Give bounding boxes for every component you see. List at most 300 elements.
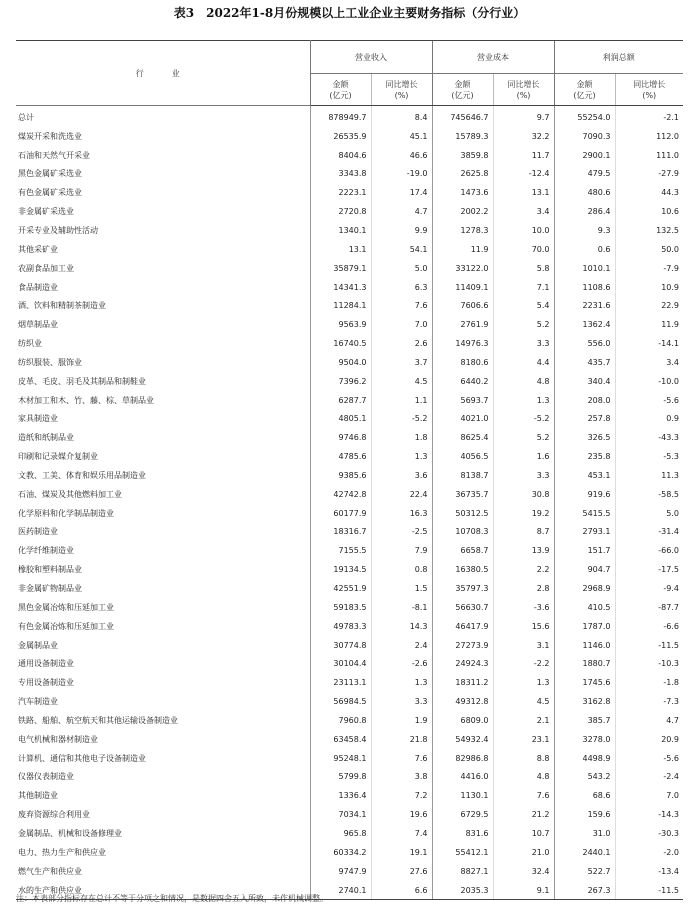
profit-amount-cell: 235.8 bbox=[554, 447, 615, 466]
table-row bbox=[16, 183, 683, 202]
table-row bbox=[16, 654, 683, 673]
profit-growth-cell: -11.5 bbox=[615, 636, 683, 655]
profit-growth-cell: -58.5 bbox=[615, 485, 683, 504]
cost-growth-cell: 30.8 bbox=[493, 485, 554, 504]
cost-amount-cell: 10708.3 bbox=[432, 523, 493, 542]
revenue-growth-cell: 27.6 bbox=[371, 862, 432, 881]
cost-amount-cell: 4056.5 bbox=[432, 447, 493, 466]
revenue-amount-cell: 9746.8 bbox=[310, 428, 371, 447]
table-row bbox=[16, 391, 683, 410]
revenue-amount-cell: 3343.8 bbox=[310, 165, 371, 184]
profit-amount-cell: 479.5 bbox=[554, 165, 615, 184]
industry-name-cell: 通用设备制造业 bbox=[18, 659, 74, 669]
revenue-amount-cell: 5799.8 bbox=[310, 768, 371, 787]
profit-amount-cell: 31.0 bbox=[554, 824, 615, 843]
table-row bbox=[16, 862, 683, 881]
profit-growth-cell: -2.1 bbox=[615, 106, 683, 127]
profit-amount-cell: 453.1 bbox=[554, 466, 615, 485]
cost-amount-cell: 55412.1 bbox=[432, 843, 493, 862]
revenue-amount-cell: 60334.2 bbox=[310, 843, 371, 862]
revenue-growth-cell: -2.6 bbox=[371, 654, 432, 673]
cost-amount-cell: 3859.8 bbox=[432, 146, 493, 165]
cost-amount-cell: 15789.3 bbox=[432, 127, 493, 146]
profit-growth-cell: -2.4 bbox=[615, 768, 683, 787]
revenue-amount-cell: 18316.7 bbox=[310, 523, 371, 542]
profit-growth-cell: 3.4 bbox=[615, 353, 683, 372]
profit-amount-cell: 1010.1 bbox=[554, 259, 615, 278]
cost-growth-cell: 9.1 bbox=[493, 881, 554, 900]
industry-name-cell: 仪器仪表制造业 bbox=[18, 772, 74, 782]
revenue-growth-cell: 7.9 bbox=[371, 541, 432, 560]
profit-amount-cell: 340.4 bbox=[554, 372, 615, 391]
revenue-amount-cell: 965.8 bbox=[310, 824, 371, 843]
cost-amount-cell: 50312.5 bbox=[432, 504, 493, 523]
revenue-amount-cell: 9504.0 bbox=[310, 353, 371, 372]
cost-amount-cell: 8180.6 bbox=[432, 353, 493, 372]
revenue-amount-cell: 7960.8 bbox=[310, 711, 371, 730]
industry-name-cell: 家具制造业 bbox=[18, 414, 58, 424]
cost-growth-cell: 9.7 bbox=[493, 106, 554, 127]
revenue-growth-cell: 1.3 bbox=[371, 673, 432, 692]
cost-amount-cell: 11409.1 bbox=[432, 278, 493, 297]
revenue-growth-cell: 19.6 bbox=[371, 805, 432, 824]
cost-growth-cell: 5.2 bbox=[493, 428, 554, 447]
revenue-growth-cell: 1.5 bbox=[371, 579, 432, 598]
table-row bbox=[16, 372, 683, 391]
cost-growth-header: 同比增长 (%) bbox=[493, 74, 554, 106]
cost-amount-cell: 35797.3 bbox=[432, 579, 493, 598]
profit-growth-cell: 22.9 bbox=[615, 296, 683, 315]
revenue-growth-cell: 3.8 bbox=[371, 768, 432, 787]
cost-growth-cell: 7.6 bbox=[493, 786, 554, 805]
profit-amount-cell: 480.6 bbox=[554, 183, 615, 202]
profit-growth-cell: -5.6 bbox=[615, 749, 683, 768]
cost-growth-cell: 8.8 bbox=[493, 749, 554, 768]
profit-growth-cell: -87.7 bbox=[615, 598, 683, 617]
revenue-amount-cell: 878949.7 bbox=[310, 106, 371, 127]
profit-amount-cell: 3162.8 bbox=[554, 692, 615, 711]
cost-growth-cell: 11.7 bbox=[493, 146, 554, 165]
cost-growth-cell: 32.4 bbox=[493, 862, 554, 881]
profit-amount-cell: 1108.6 bbox=[554, 278, 615, 297]
revenue-growth-cell: 14.3 bbox=[371, 617, 432, 636]
profit-growth-header: 同比增长 (%) bbox=[615, 74, 683, 106]
industry-name-cell: 皮革、毛皮、羽毛及其制品和制鞋业 bbox=[18, 376, 146, 386]
cost-growth-cell: 21.0 bbox=[493, 843, 554, 862]
revenue-amount-cell: 60177.9 bbox=[310, 504, 371, 523]
profit-growth-cell: -66.0 bbox=[615, 541, 683, 560]
table-row bbox=[16, 523, 683, 542]
cost-amount-cell: 6729.5 bbox=[432, 805, 493, 824]
profit-amount-cell: 5415.5 bbox=[554, 504, 615, 523]
cost-growth-cell: 13.1 bbox=[493, 183, 554, 202]
cost-amount-cell: 7606.6 bbox=[432, 296, 493, 315]
profit-amount-cell: 556.0 bbox=[554, 334, 615, 353]
cost-amount-cell: 49312.8 bbox=[432, 692, 493, 711]
cost-growth-cell: 5.8 bbox=[493, 259, 554, 278]
table-row bbox=[16, 730, 683, 749]
revenue-growth-cell: 1.9 bbox=[371, 711, 432, 730]
revenue-growth-cell: 8.4 bbox=[371, 106, 432, 127]
revenue-growth-cell: -2.5 bbox=[371, 523, 432, 542]
cost-growth-cell: 3.3 bbox=[493, 334, 554, 353]
cost-amount-cell: 8827.1 bbox=[432, 862, 493, 881]
industry-column-header: 行 业 bbox=[16, 41, 310, 106]
profit-amount-cell: 4498.9 bbox=[554, 749, 615, 768]
cost-amount-cell: 2761.9 bbox=[432, 315, 493, 334]
table-row bbox=[16, 560, 683, 579]
cost-amount-cell: 745646.7 bbox=[432, 106, 493, 127]
profit-growth-cell: -5.3 bbox=[615, 447, 683, 466]
table-row bbox=[16, 541, 683, 560]
revenue-amount-cell: 4805.1 bbox=[310, 410, 371, 429]
table-row bbox=[16, 447, 683, 466]
industry-name-cell: 化学纤维制造业 bbox=[18, 546, 74, 556]
profit-amount-cell: 1880.7 bbox=[554, 654, 615, 673]
revenue-amount-cell: 49783.3 bbox=[310, 617, 371, 636]
cost-growth-cell: 10.7 bbox=[493, 824, 554, 843]
cost-growth-cell: 19.2 bbox=[493, 504, 554, 523]
profit-amount-cell: 919.6 bbox=[554, 485, 615, 504]
revenue-growth-cell: 2.4 bbox=[371, 636, 432, 655]
industry-name-cell: 有色金属矿采选业 bbox=[18, 188, 82, 198]
revenue-amount-cell: 23113.1 bbox=[310, 673, 371, 692]
revenue-amount-cell: 7155.5 bbox=[310, 541, 371, 560]
profit-amount-header: 金额 (亿元) bbox=[554, 74, 615, 106]
revenue-growth-cell: 3.3 bbox=[371, 692, 432, 711]
profit-amount-cell: 1362.4 bbox=[554, 315, 615, 334]
industry-name-cell: 计算机、通信和其他电子设备制造业 bbox=[18, 753, 146, 763]
profit-growth-cell: -13.4 bbox=[615, 862, 683, 881]
industry-name-cell: 废弃资源综合利用业 bbox=[18, 810, 90, 820]
revenue-growth-cell: 1.3 bbox=[371, 447, 432, 466]
table-row bbox=[16, 278, 683, 297]
revenue-growth-cell: 3.6 bbox=[371, 466, 432, 485]
cost-growth-cell: 8.7 bbox=[493, 523, 554, 542]
cost-amount-cell: 16380.5 bbox=[432, 560, 493, 579]
revenue-growth-cell: -19.0 bbox=[371, 165, 432, 184]
cost-growth-cell: 21.2 bbox=[493, 805, 554, 824]
revenue-growth-cell: 7.2 bbox=[371, 786, 432, 805]
industry-name-cell: 酒、饮料和精制茶制造业 bbox=[18, 301, 106, 311]
profit-growth-cell: -31.4 bbox=[615, 523, 683, 542]
revenue-growth-cell: 16.3 bbox=[371, 504, 432, 523]
profit-amount-cell: 2900.1 bbox=[554, 146, 615, 165]
revenue-growth-cell: 2.6 bbox=[371, 334, 432, 353]
industry-name-cell: 电气机械和器材制造业 bbox=[18, 734, 98, 744]
profit-amount-cell: 2793.1 bbox=[554, 523, 615, 542]
cost-amount-cell: 5693.7 bbox=[432, 391, 493, 410]
revenue-growth-cell: 19.1 bbox=[371, 843, 432, 862]
industry-name-cell: 食品制造业 bbox=[18, 282, 58, 292]
cost-growth-cell: 2.2 bbox=[493, 560, 554, 579]
table-row bbox=[16, 296, 683, 315]
revenue-amount-cell: 8404.6 bbox=[310, 146, 371, 165]
cost-amount-cell: 24924.3 bbox=[432, 654, 493, 673]
profit-growth-cell: 10.6 bbox=[615, 202, 683, 221]
table-row bbox=[16, 466, 683, 485]
cost-growth-cell: 4.4 bbox=[493, 353, 554, 372]
revenue-growth-cell: 4.5 bbox=[371, 372, 432, 391]
table-row bbox=[16, 711, 683, 730]
table-row bbox=[16, 127, 683, 146]
profit-amount-cell: 904.7 bbox=[554, 560, 615, 579]
revenue-amount-cell: 2720.8 bbox=[310, 202, 371, 221]
cost-amount-cell: 2035.3 bbox=[432, 881, 493, 900]
profit-amount-cell: 267.3 bbox=[554, 881, 615, 900]
industry-name-cell: 总计 bbox=[18, 112, 34, 122]
table-row bbox=[16, 617, 683, 636]
cost-growth-cell: 4.5 bbox=[493, 692, 554, 711]
revenue-growth-cell: 54.1 bbox=[371, 240, 432, 259]
profit-amount-cell: 3278.0 bbox=[554, 730, 615, 749]
table-row bbox=[16, 106, 683, 127]
revenue-growth-cell: 7.6 bbox=[371, 749, 432, 768]
cost-amount-cell: 2625.8 bbox=[432, 165, 493, 184]
cost-growth-cell: 5.2 bbox=[493, 315, 554, 334]
profit-amount-cell: 410.5 bbox=[554, 598, 615, 617]
revenue-group-header: 营业收入 bbox=[310, 41, 432, 74]
profit-growth-cell: -30.3 bbox=[615, 824, 683, 843]
financial-indicators-table bbox=[16, 40, 683, 900]
table-row bbox=[16, 485, 683, 504]
cost-amount-cell: 6809.0 bbox=[432, 711, 493, 730]
cost-growth-cell: 3.3 bbox=[493, 466, 554, 485]
cost-amount-cell: 831.6 bbox=[432, 824, 493, 843]
revenue-growth-cell: 46.6 bbox=[371, 146, 432, 165]
profit-amount-cell: 55254.0 bbox=[554, 106, 615, 127]
cost-growth-cell: -2.2 bbox=[493, 654, 554, 673]
industry-name-cell: 印刷和记录媒介复制业 bbox=[18, 452, 98, 462]
industry-name-cell: 燃气生产和供应业 bbox=[18, 866, 82, 876]
profit-growth-cell: 112.0 bbox=[615, 127, 683, 146]
industry-name-cell: 金属制品、机械和设备修理业 bbox=[18, 828, 122, 838]
cost-amount-cell: 27273.9 bbox=[432, 636, 493, 655]
profit-growth-cell: -2.0 bbox=[615, 843, 683, 862]
revenue-amount-cell: 13.1 bbox=[310, 240, 371, 259]
profit-growth-cell: -7.9 bbox=[615, 259, 683, 278]
revenue-amount-cell: 59183.5 bbox=[310, 598, 371, 617]
industry-name-cell: 开采专业及辅助性活动 bbox=[18, 225, 98, 235]
table-row bbox=[16, 636, 683, 655]
cost-amount-cell: 8138.7 bbox=[432, 466, 493, 485]
profit-growth-cell: 5.0 bbox=[615, 504, 683, 523]
profit-growth-cell: -27.9 bbox=[615, 165, 683, 184]
table-row bbox=[16, 598, 683, 617]
table-row bbox=[16, 504, 683, 523]
revenue-amount-cell: 11284.1 bbox=[310, 296, 371, 315]
cost-amount-cell: 14976.3 bbox=[432, 334, 493, 353]
cost-amount-cell: 1278.3 bbox=[432, 221, 493, 240]
revenue-amount-cell: 1336.4 bbox=[310, 786, 371, 805]
profit-amount-cell: 385.7 bbox=[554, 711, 615, 730]
profit-growth-cell: -9.4 bbox=[615, 579, 683, 598]
industry-name-cell: 石油、煤炭及其他燃料加工业 bbox=[18, 489, 122, 499]
profit-growth-cell: 7.0 bbox=[615, 786, 683, 805]
industry-name-cell: 橡胶和塑料制品业 bbox=[18, 565, 82, 575]
table-row bbox=[16, 579, 683, 598]
revenue-amount-cell: 7396.2 bbox=[310, 372, 371, 391]
profit-amount-cell: 159.6 bbox=[554, 805, 615, 824]
revenue-growth-cell: 9.9 bbox=[371, 221, 432, 240]
profit-amount-cell: 543.2 bbox=[554, 768, 615, 787]
profit-growth-cell: 111.0 bbox=[615, 146, 683, 165]
table-row bbox=[16, 334, 683, 353]
profit-amount-cell: 0.6 bbox=[554, 240, 615, 259]
cost-growth-cell: -3.6 bbox=[493, 598, 554, 617]
cost-growth-cell: -5.2 bbox=[493, 410, 554, 429]
table-row bbox=[16, 843, 683, 862]
revenue-amount-cell: 2223.1 bbox=[310, 183, 371, 202]
industry-name-cell: 其他制造业 bbox=[18, 791, 58, 801]
profit-amount-cell: 2968.9 bbox=[554, 579, 615, 598]
industry-name-cell: 非金属矿采选业 bbox=[18, 207, 74, 217]
profit-growth-cell: 0.9 bbox=[615, 410, 683, 429]
cost-amount-cell: 6440.2 bbox=[432, 372, 493, 391]
cost-growth-cell: 32.2 bbox=[493, 127, 554, 146]
revenue-amount-cell: 2740.1 bbox=[310, 881, 371, 900]
table-row bbox=[16, 749, 683, 768]
table-row bbox=[16, 221, 683, 240]
revenue-growth-cell: 21.8 bbox=[371, 730, 432, 749]
profit-amount-cell: 1745.6 bbox=[554, 673, 615, 692]
revenue-amount-cell: 7034.1 bbox=[310, 805, 371, 824]
cost-amount-cell: 18311.2 bbox=[432, 673, 493, 692]
cost-amount-cell: 8625.4 bbox=[432, 428, 493, 447]
revenue-growth-cell: 7.0 bbox=[371, 315, 432, 334]
industry-name-cell: 黑色金属矿采选业 bbox=[18, 169, 82, 179]
cost-amount-cell: 46417.9 bbox=[432, 617, 493, 636]
profit-growth-cell: -14.3 bbox=[615, 805, 683, 824]
cost-growth-cell: 3.4 bbox=[493, 202, 554, 221]
revenue-growth-cell: 7.6 bbox=[371, 296, 432, 315]
cost-growth-cell: 3.1 bbox=[493, 636, 554, 655]
cost-amount-cell: 6658.7 bbox=[432, 541, 493, 560]
table-row bbox=[16, 824, 683, 843]
cost-amount-cell: 33122.0 bbox=[432, 259, 493, 278]
revenue-amount-cell: 14341.3 bbox=[310, 278, 371, 297]
cost-amount-header: 金额 (亿元) bbox=[432, 74, 493, 106]
industry-name-cell: 非金属矿物制品业 bbox=[18, 584, 82, 594]
profit-growth-cell: 44.3 bbox=[615, 183, 683, 202]
revenue-growth-cell: 4.7 bbox=[371, 202, 432, 221]
industry-name-cell: 有色金属冶炼和压延加工业 bbox=[18, 621, 114, 631]
profit-amount-cell: 68.6 bbox=[554, 786, 615, 805]
table-row bbox=[16, 240, 683, 259]
revenue-growth-cell: -5.2 bbox=[371, 410, 432, 429]
cost-amount-cell: 11.9 bbox=[432, 240, 493, 259]
profit-amount-cell: 7090.3 bbox=[554, 127, 615, 146]
industry-name-cell: 纺织服装、服饰业 bbox=[18, 357, 82, 367]
profit-amount-cell: 2440.1 bbox=[554, 843, 615, 862]
cost-amount-cell: 4021.0 bbox=[432, 410, 493, 429]
table-row bbox=[16, 202, 683, 221]
profit-growth-cell: 50.0 bbox=[615, 240, 683, 259]
industry-name-cell: 煤炭开采和洗选业 bbox=[18, 131, 82, 141]
profit-group-header: 利润总额 bbox=[554, 41, 683, 74]
table-row bbox=[16, 692, 683, 711]
profit-amount-cell: 9.3 bbox=[554, 221, 615, 240]
revenue-growth-header: 同比增长 (%) bbox=[371, 74, 432, 106]
cost-growth-cell: 4.8 bbox=[493, 768, 554, 787]
revenue-growth-cell: 5.0 bbox=[371, 259, 432, 278]
cost-growth-cell: 7.1 bbox=[493, 278, 554, 297]
revenue-amount-cell: 16740.5 bbox=[310, 334, 371, 353]
profit-growth-cell: 10.9 bbox=[615, 278, 683, 297]
revenue-growth-cell: 22.4 bbox=[371, 485, 432, 504]
profit-amount-cell: 1787.0 bbox=[554, 617, 615, 636]
profit-growth-cell: -10.0 bbox=[615, 372, 683, 391]
revenue-growth-cell: -8.1 bbox=[371, 598, 432, 617]
profit-growth-cell: -43.3 bbox=[615, 428, 683, 447]
cost-growth-cell: 23.1 bbox=[493, 730, 554, 749]
revenue-amount-cell: 4785.6 bbox=[310, 447, 371, 466]
table-row bbox=[16, 165, 683, 184]
industry-name-cell: 石油和天然气开采业 bbox=[18, 150, 90, 160]
revenue-amount-cell: 30774.8 bbox=[310, 636, 371, 655]
cost-growth-cell: 70.0 bbox=[493, 240, 554, 259]
cost-growth-cell: 2.1 bbox=[493, 711, 554, 730]
cost-amount-cell: 56630.7 bbox=[432, 598, 493, 617]
profit-growth-cell: -11.5 bbox=[615, 881, 683, 900]
cost-group-header: 营业成本 bbox=[432, 41, 554, 74]
revenue-amount-cell: 42742.8 bbox=[310, 485, 371, 504]
profit-growth-cell: 11.9 bbox=[615, 315, 683, 334]
revenue-growth-cell: 0.8 bbox=[371, 560, 432, 579]
table-row bbox=[16, 353, 683, 372]
revenue-amount-cell: 56984.5 bbox=[310, 692, 371, 711]
cost-amount-cell: 82986.8 bbox=[432, 749, 493, 768]
industry-name-cell: 电力、热力生产和供应业 bbox=[18, 847, 106, 857]
cost-growth-cell: 1.3 bbox=[493, 391, 554, 410]
cost-amount-cell: 54932.4 bbox=[432, 730, 493, 749]
profit-amount-cell: 435.7 bbox=[554, 353, 615, 372]
revenue-amount-cell: 9385.6 bbox=[310, 466, 371, 485]
table-row bbox=[16, 768, 683, 787]
profit-amount-cell: 326.5 bbox=[554, 428, 615, 447]
table-row bbox=[16, 410, 683, 429]
table-row bbox=[16, 146, 683, 165]
profit-growth-cell: -14.1 bbox=[615, 334, 683, 353]
revenue-growth-cell: 3.7 bbox=[371, 353, 432, 372]
profit-growth-cell: -1.8 bbox=[615, 673, 683, 692]
profit-growth-cell: -7.3 bbox=[615, 692, 683, 711]
table-row bbox=[16, 805, 683, 824]
industry-name-cell: 纺织业 bbox=[18, 339, 42, 349]
table-title: 表3 2022年1-8月份规模以上工业企业主要财务指标（分行业） bbox=[173, 6, 526, 20]
profit-growth-cell: -6.6 bbox=[615, 617, 683, 636]
industry-name-cell: 金属制品业 bbox=[18, 640, 58, 650]
revenue-amount-cell: 19134.5 bbox=[310, 560, 371, 579]
table-row bbox=[16, 315, 683, 334]
table-row bbox=[16, 259, 683, 278]
profit-growth-cell: 4.7 bbox=[615, 711, 683, 730]
profit-amount-cell: 1146.0 bbox=[554, 636, 615, 655]
cost-amount-cell: 1473.6 bbox=[432, 183, 493, 202]
cost-growth-cell: 15.6 bbox=[493, 617, 554, 636]
table-row bbox=[16, 786, 683, 805]
revenue-amount-cell: 30104.4 bbox=[310, 654, 371, 673]
industry-name-cell: 木材加工和木、竹、藤、棕、草制品业 bbox=[18, 395, 154, 405]
revenue-growth-cell: 1.1 bbox=[371, 391, 432, 410]
cost-growth-cell: 13.9 bbox=[493, 541, 554, 560]
revenue-amount-cell: 26535.9 bbox=[310, 127, 371, 146]
revenue-amount-cell: 95248.1 bbox=[310, 749, 371, 768]
industry-name-cell: 化学原料和化学制品制造业 bbox=[18, 508, 114, 518]
profit-growth-cell: 132.5 bbox=[615, 221, 683, 240]
revenue-growth-cell: 6.3 bbox=[371, 278, 432, 297]
industry-name-cell: 专用设备制造业 bbox=[18, 678, 74, 688]
